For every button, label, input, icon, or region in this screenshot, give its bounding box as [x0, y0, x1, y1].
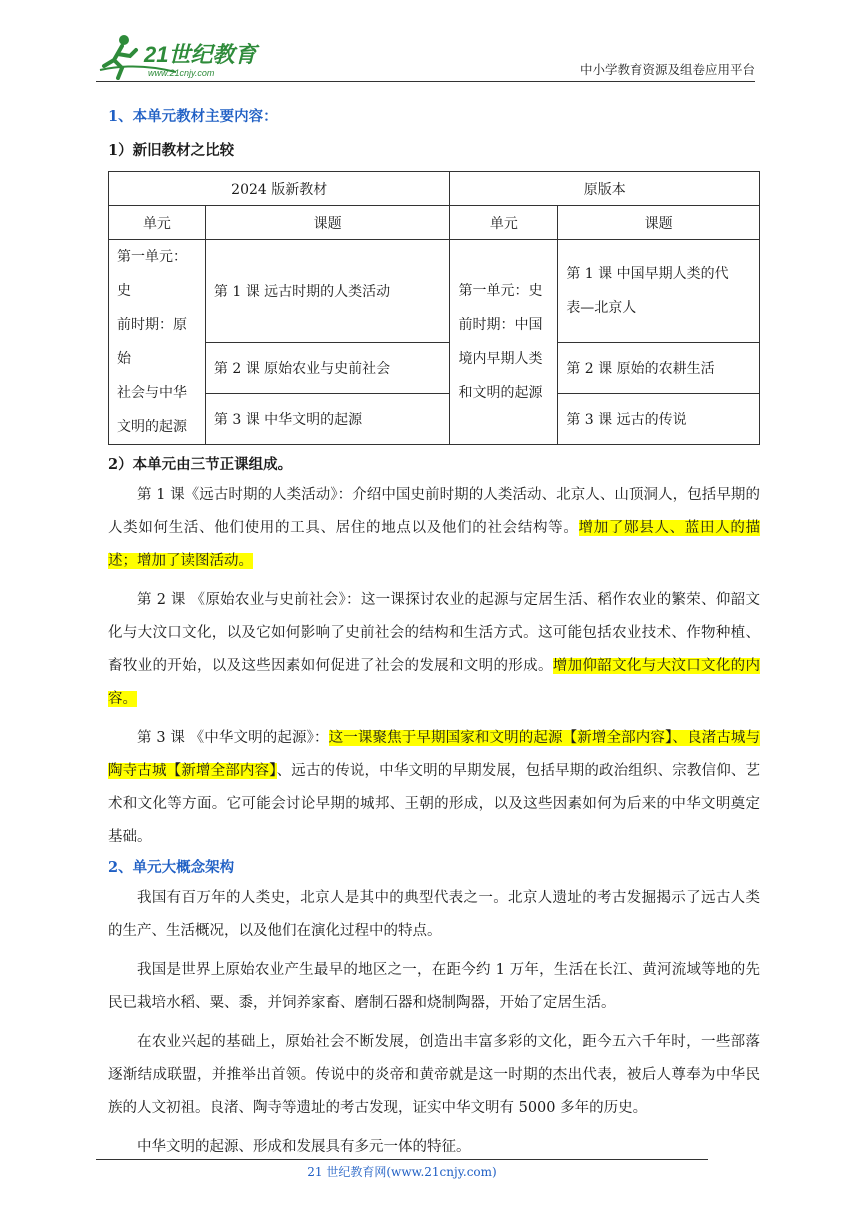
highlighted-text: 这一课聚焦于早期国家和文明的起源【新增全部内容】、良渚古城与陶寺古城【新增全部内容】	[108, 730, 760, 779]
subsection-1-title: 1）新旧教材之比较	[108, 142, 235, 159]
logo-runner-icon	[96, 32, 276, 80]
concept-paragraph: 我国有百万年的人类史，北京人是其中的典型代表之一。北京人遗址的考古发掘揭示了远古人类的生产、生活概况，以及他们在演化过程中的特点。	[108, 890, 760, 939]
old-lesson-3: 第 3 课 远古的传说	[558, 394, 760, 445]
paragraph-text: 、远古的传说，中华文明的早期发展，包括早期的政治组织、宗教信仰、艺术和文化等方面。它可能会讨论早期的城邦、王朝的形成，以及这些因素如何为后来的中华文明奠定基础。	[108, 763, 760, 845]
site-logo	[96, 32, 276, 80]
comparison-table	[108, 171, 760, 445]
old-unit-line: 和文明的起源	[458, 385, 543, 401]
new-lesson-3: 第 3 课 中华文明的起源	[205, 394, 450, 445]
concept-paragraph: 我国是世界上原始农业产生最早的地区之一，在距今约 1 万年，生活在长江、黄河流域等地的先民已栽培水稻、粟、黍，并饲养家畜、磨制石器和烧制陶器，开始了定居生活。	[108, 962, 760, 1011]
new-lesson-1: 第 1 课 远古时期的人类活动	[205, 240, 450, 343]
old-lesson-1-line: 第 1 课 中国早期人类的代	[566, 266, 729, 283]
platform-name: 中小学教育资源及组卷应用平台	[579, 62, 755, 77]
footer-divider	[96, 1159, 708, 1160]
highlighted-text: 增加仰韶文化与大汶口文化的内容。	[108, 658, 760, 707]
section-2-title: 2、单元大概念架构	[108, 859, 235, 876]
col-lesson-new: 课题	[205, 206, 450, 240]
col-lesson-old: 课题	[558, 206, 760, 240]
section-1-title: 1、本单元教材主要内容：	[108, 108, 278, 125]
logo-url: www.21cnjy.com	[148, 68, 215, 78]
new-unit-cell	[109, 240, 206, 445]
highlighted-text: 增加了郧县人、蓝田人的描述；增加了读图活动。	[108, 520, 761, 569]
lesson-2-paragraph	[108, 584, 760, 716]
new-unit-line: 第一单元：史	[117, 249, 187, 299]
new-lesson-2: 第 2 课 原始农业与史前社会	[205, 343, 450, 394]
old-unit-cell	[450, 240, 558, 445]
concept-paragraph: 中华文明的起源、形成和发展具有多元一体的特征。	[137, 1139, 471, 1155]
paragraph-text: 第 3 课 《中华文明的起源》：	[137, 730, 329, 746]
old-unit-line: 第一单元：史	[458, 283, 543, 299]
paragraph-text: 第 2 课 《原始农业与史前社会》：这一课探讨农业的起源与定居生活、稻作农业的繁荣、仰韶文化与大汶口文化，以及它如何影响了史前社会的结构和生活方式。这可能包括农业技术、作物种植、畜牧业的开始，以及这些因素如何促进了社会的发展和文明的形成。	[108, 592, 760, 674]
old-unit-line: 境内早期人类	[458, 351, 543, 367]
table-header-row	[109, 172, 760, 206]
table-subheader-row	[109, 206, 760, 240]
concept-paragraph: 在农业兴起的基础上，原始社会不断发展，创造出丰富多彩的文化，距今五六千年时，一些部落逐渐结成联盟，并推举出首领。传说中的炎帝和黄帝就是这一时期的杰出代表，被后人尊奉为中华民族的人文初祖。良渚、陶寺等遗址的考古发现，证实中华文明有 5000 多年的历史。	[108, 1034, 760, 1116]
logo-text: 21世纪教育	[144, 42, 257, 67]
new-unit-line: 前时期：原始	[117, 317, 187, 367]
table-row	[109, 240, 760, 343]
subsection-2-title: 2）本单元由三节正课组成。	[108, 456, 293, 473]
old-lesson-2: 第 2 课 原始的农耕生活	[558, 343, 760, 394]
new-unit-line: 社会与中华	[117, 385, 187, 401]
document-body	[108, 103, 760, 1164]
lesson-1-paragraph	[108, 479, 760, 578]
old-unit-line: 前时期：中国	[458, 317, 543, 333]
table-row	[109, 394, 760, 445]
header-divider	[96, 81, 755, 82]
table-row	[109, 343, 760, 394]
col-unit-old: 单元	[450, 206, 558, 240]
new-unit-line: 文明的起源	[117, 419, 187, 435]
footer-text: 21 世纪教育网(www.21cnjy.com)	[307, 1165, 497, 1179]
old-lesson-1-line: 表—北京人	[566, 300, 637, 317]
new-textbook-header: 2024 版新教材	[109, 172, 450, 206]
col-unit-new: 单元	[109, 206, 206, 240]
old-lesson-1	[558, 240, 760, 343]
old-textbook-header: 原版本	[450, 172, 760, 206]
paragraph-text: 第 1 课《远古时期的人类活动》：介绍中国史前时期的人类活动、北京人、山顶洞人，包括早期的人类如何生活、他们使用的工具、居住的地点以及他们的社会结构等。	[108, 487, 760, 536]
lesson-3-paragraph	[108, 722, 760, 854]
